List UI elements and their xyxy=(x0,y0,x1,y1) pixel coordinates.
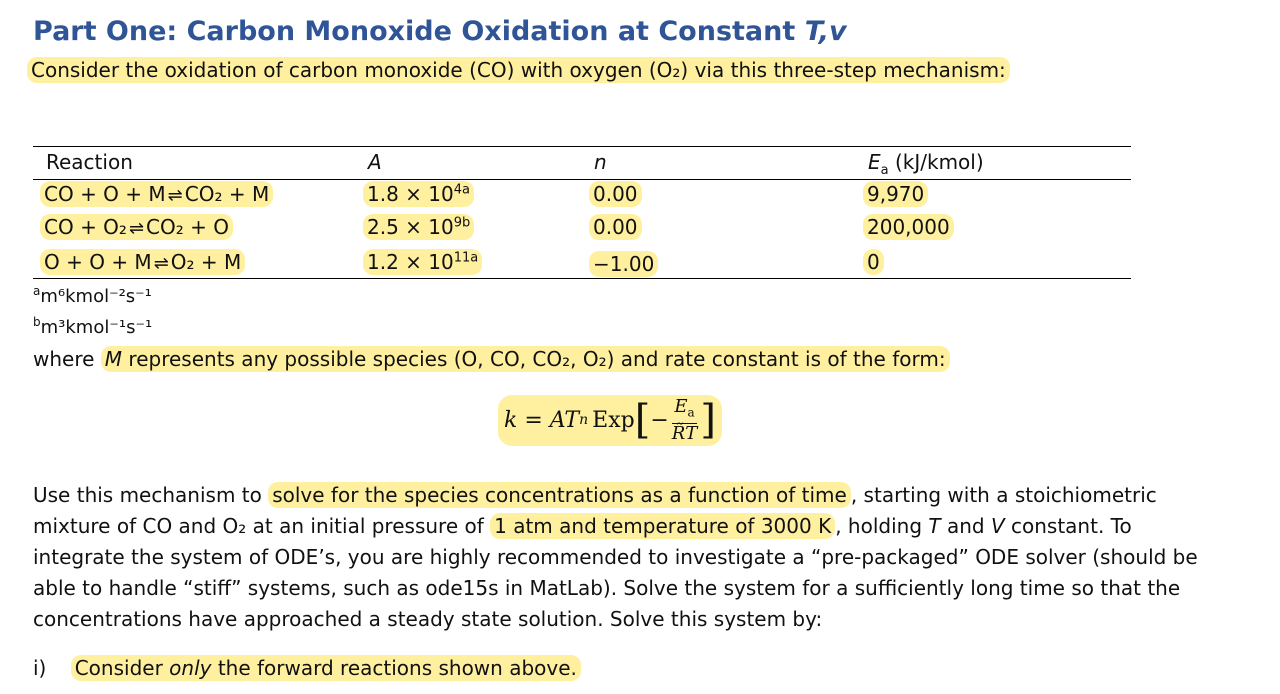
col-header-Ea: $E_a$ (kJ/kmol) xyxy=(868,150,984,178)
col-header-n: n xyxy=(594,150,607,174)
footnote-a: $^a$m⁶kmol⁻²s⁻¹ xyxy=(33,284,152,307)
rate-constant-formula: k = AT n Exp [ − $\frac{E_a}{R̃T}$ ] xyxy=(498,395,722,446)
table-top-rule xyxy=(33,146,1131,147)
footnote-b: $^b$m³kmol⁻¹s⁻¹ xyxy=(33,315,153,338)
col-header-A: A xyxy=(368,150,382,174)
list-marker: i) xyxy=(33,656,47,680)
table-row: CO + O₂ ⇌ CO₂ + O xyxy=(40,215,233,239)
table-row: CO + O + M ⇌ CO₂ + M xyxy=(40,182,273,206)
where-line: where M represents any possible species (O, CO, CO₂, O₂) and rate constant is of the form: xyxy=(33,347,950,371)
table-cell-Ea: 200,000 xyxy=(863,215,954,239)
equilibrium-arrow-icon: ⇌ xyxy=(153,253,169,274)
list-item: i) Consider only the forward reactions shown above. xyxy=(33,656,581,680)
table-cell-A: $1.8 \times 10^{4a}$ xyxy=(363,182,474,206)
table-cell-n: 0.00 xyxy=(589,182,642,206)
equilibrium-arrow-icon: ⇌ xyxy=(128,218,145,239)
intro-highlight: Consider the oxidation of carbon monoxide (CO) with oxygen (O₂) via this three-step mechanism: xyxy=(27,57,1010,83)
table-cell-A: $1.2 \times 10^{11a}$ xyxy=(363,250,482,274)
equilibrium-arrow-icon: ⇌ xyxy=(167,185,183,206)
table-row: O + O + M ⇌ O₂ + M xyxy=(40,250,245,274)
col-header-reaction: Reaction xyxy=(46,150,133,174)
table-bottom-rule xyxy=(33,278,1131,279)
activation-fraction: $\frac{E_a}{R̃T}$ xyxy=(671,396,698,444)
page-title: Part One: Carbon Monoxide Oxidation at Constant T,v xyxy=(33,16,847,47)
table-cell-Ea: 0 xyxy=(863,250,884,274)
instruction-paragraph: Use this mechanism to solve for the species concentrations as a function of time , starting with a stoichiometric mixture of CO and O₂ at an initial pressure of 1 atm and temperature of 3000 K , holding T and V constant. To integrate the system of ODE’s, you are highly recommended to investigate a “pre-packaged” ODE solver (should be able to handle “stiff” systems, such as ode15s in MatLab). Solve the system for a sufficiently long time so that the concentrations have approached a steady state solution. Solve this system by: xyxy=(33,483,1198,631)
table-header-rule xyxy=(33,179,1131,180)
table-cell-n: −1.00 xyxy=(589,252,658,276)
intro-text xyxy=(27,58,1010,82)
table-cell-n: 0.00 xyxy=(589,215,642,239)
table-cell-Ea: 9,970 xyxy=(863,182,928,206)
table-cell-A: $2.5 \times 10^{9b}$ xyxy=(363,215,474,239)
